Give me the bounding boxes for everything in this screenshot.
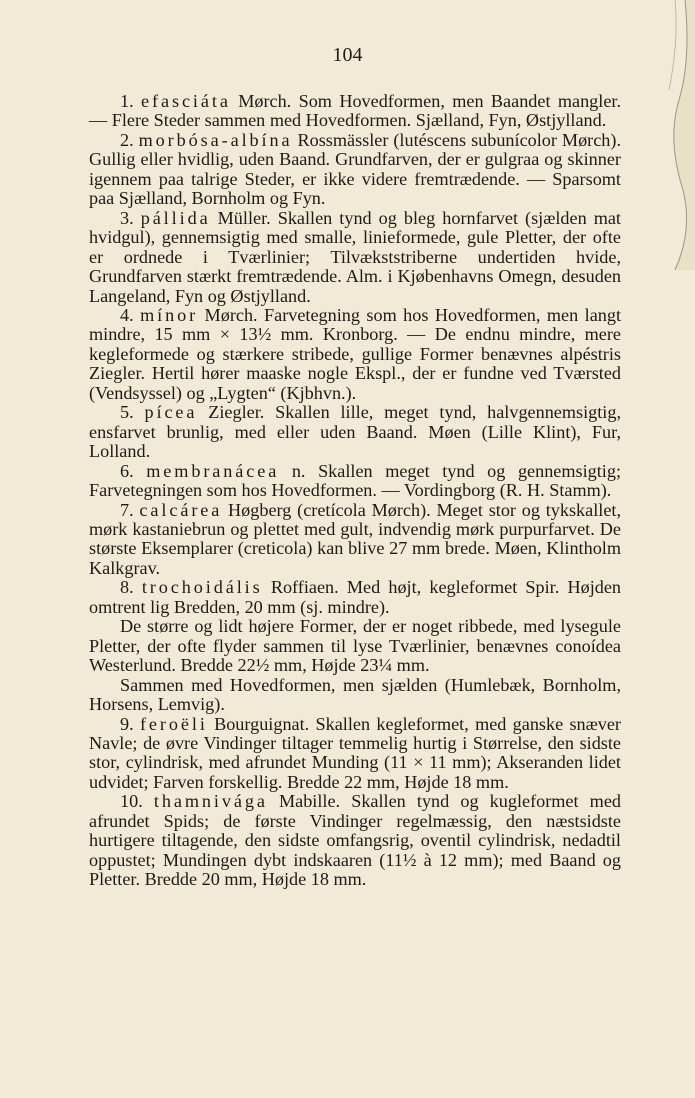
entry-number: 5. xyxy=(120,402,134,423)
entry-5 xyxy=(89,403,621,461)
entry-4 xyxy=(89,306,621,403)
entry-3 xyxy=(89,209,621,306)
entry-term: calcárea xyxy=(139,499,223,520)
entry-text: Rossmässler (lutéscens subunícolor Mørch). Gullig eller hvidlig, uden Baand. Grundfarven, der er gulgraa og skinner igennem paa talrige Steder, er ikke videre fremtrædende. — Sparsomt paa Sjælland, Bornholm og Fyn. xyxy=(89,129,621,209)
entry-2 xyxy=(89,131,621,209)
entry-term: pállida xyxy=(140,207,211,228)
entry-number: 4. xyxy=(120,304,134,325)
entry-6 xyxy=(89,462,621,501)
entry-term: mínor xyxy=(140,304,199,325)
entry-text: Mørch. Farvetegning som hos Hovedformen, men langt mindre, 15 mm × 13½ mm. Kronborg. — De endnu mindre, mere kegleformede og stærkere stribede, gullige Former benævnes alpéstris Ziegler. Hertil hører maaske nogle Ekspl., der er fundne ved Tværsted (Vendsyssel) og „Lygten“ (Kjbhvn.). xyxy=(89,304,622,403)
entry-number: 10. xyxy=(120,791,143,812)
entry-10 xyxy=(89,792,621,889)
entry-number: 3. xyxy=(120,207,134,228)
entry-term: efasciáta xyxy=(141,91,231,111)
entry-text: Mørch. Som Hovedformen, men Baandet mangler. — Flere Steder sammen med Hovedformen. Sjælland, Fyn, Østjylland. xyxy=(89,91,622,131)
entry-term: membranácea xyxy=(146,460,280,481)
entry-8-locality xyxy=(89,676,621,715)
entry-1 xyxy=(89,92,621,131)
entry-number: 1. xyxy=(120,91,134,111)
entry-text: De større og lidt højere Former, der er noget ribbede, med lysegule Pletter, der ofte flyder sammen til lyse Tværlinier, benævnes conoídea Westerlund. Bredde 22½ mm, Højde 23¼ mm. xyxy=(89,616,621,676)
entry-number: 6. xyxy=(120,460,134,481)
text-block xyxy=(89,92,621,890)
entry-number: 2. xyxy=(120,129,134,150)
entry-term: thamnivága xyxy=(153,791,268,812)
entry-term: morbósa-albína xyxy=(138,129,293,150)
page-edge-shadow xyxy=(655,0,695,1098)
entry-text: Sammen med Hovedformen, men sjælden (Humlebæk, Bornholm, Horsens, Lemvig). xyxy=(89,674,621,715)
entry-8 xyxy=(89,578,621,617)
entry-text: Mabille. Skallen tynd og kugleformet med afrundet Spids; de første Vindinger regelmæssig, den næstsidste hurtigere tiltagende, den sidste omfangsrig, oventil cylindrisk, nedadtil oppustet; Mundingen dybt indskaaren (11½ à 12 mm); med Baand og Pletter. Bredde 20 mm, Højde 18 mm. xyxy=(89,791,621,890)
entry-term: pícea xyxy=(144,402,198,423)
page-number: 104 xyxy=(332,44,363,66)
entry-number: 8. xyxy=(120,577,134,598)
entry-text: Roffiaen. Med højt, kegleformet Spir. Højden omtrent lig Bredden, 20 mm (sj. mindre). xyxy=(89,577,622,617)
entry-text: Müller. Skallen tynd og bleg hornfarvet (sjælden mat hvidgul), gennemsigtig med smalle, linieformede, gule Pletter, der ofte er ordnede i Tværlinier; Tilvækststriberne undertiden hvide, Grundfarven stærkt fremtrædende. Alm. i Kjøbenhavns Omegn, desuden Langeland, Fyn og Østjylland. xyxy=(89,207,621,306)
entry-term: feroëli xyxy=(139,713,208,734)
entry-text: Høgberg (cretícola Mørch). Meget stor og tykskallet, mørk kastaniebrun og plettet med gult, indvendig mørk purpurfarvet. De største Eksemplarer (creticola) kan blive 27 mm brede. Møen, Klintholm Kalkgrav. xyxy=(89,499,621,578)
entry-term: trochoidális xyxy=(141,577,263,598)
entry-7 xyxy=(89,501,621,579)
entry-8-conoidea xyxy=(89,617,621,675)
entry-text: Ziegler. Skallen lille, meget tynd, halvgennemsigtig, ensfarvet brunlig, med eller uden Baand. Møen (Lille Klint), Fur, Lolland. xyxy=(89,402,621,462)
entry-9 xyxy=(89,715,621,793)
entry-text: Bourguignat. Skallen kegleformet, med ganske snæver Navle; de øvre Vindinger tiltager temmelig hurtig i Størrelse, den sidste stor, cylindrisk, med afrundet Munding (11 × 11 mm); Akseranden lidet udvidet; Farven forskellig. Bredde 22 mm, Højde 18 mm. xyxy=(89,713,621,792)
entry-text: n. Skallen meget tynd og gennemsigtig; Farvetegningen som hos Hovedformen. — Vordingborg (R. H. Stamm). xyxy=(89,460,621,501)
entry-number: 9. xyxy=(120,713,134,734)
entry-number: 7. xyxy=(120,499,134,520)
